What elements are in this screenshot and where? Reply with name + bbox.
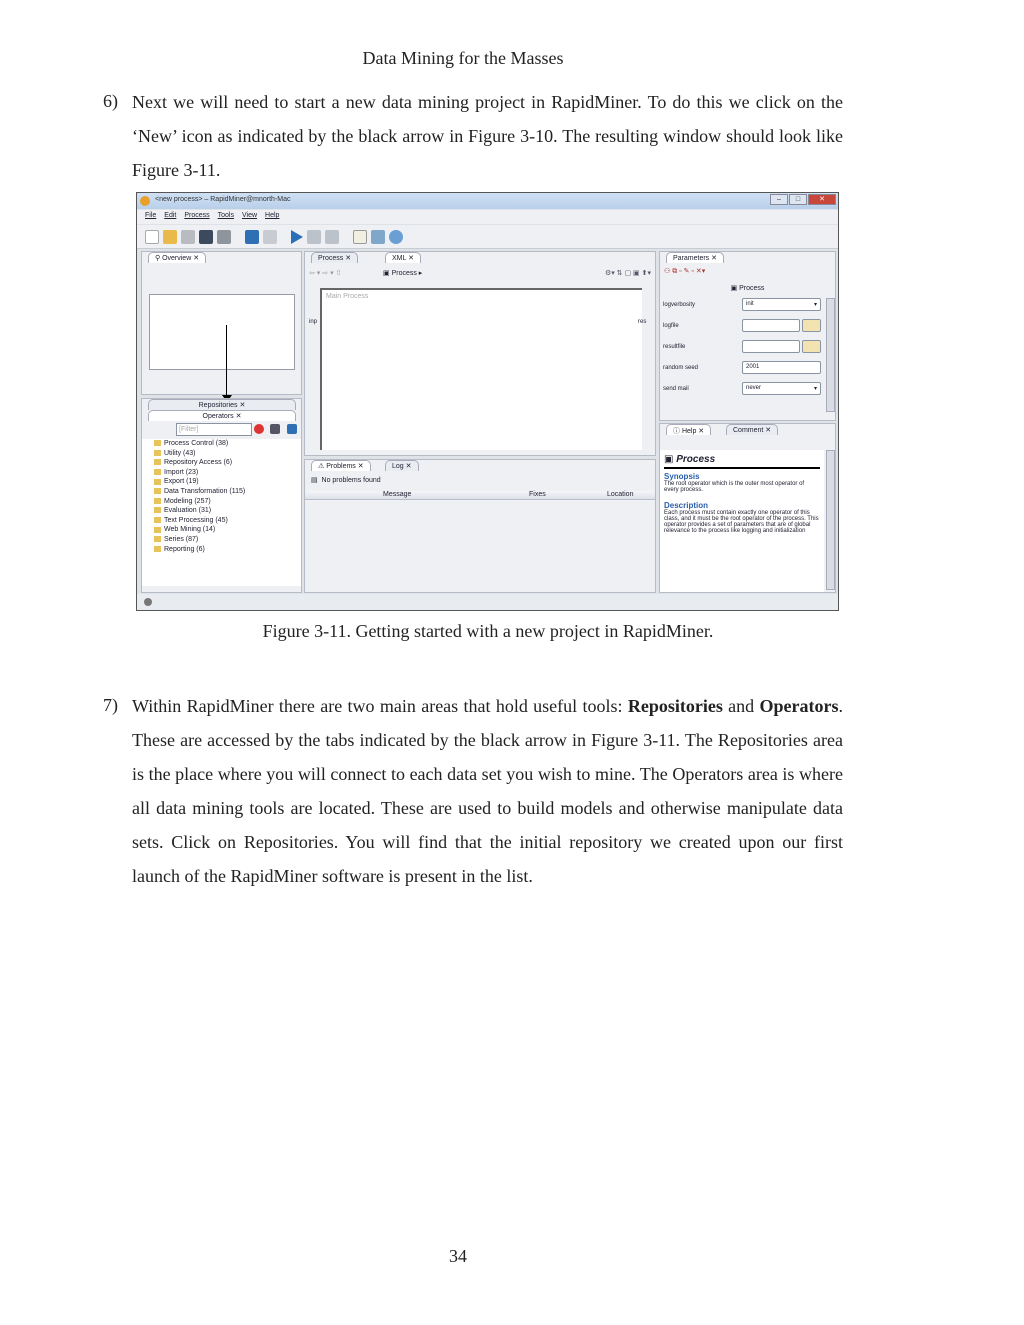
operator-group[interactable] [142,439,301,449]
parameter-field[interactable] [742,319,800,332]
undo-icon[interactable] [245,230,259,244]
info-icon[interactable] [389,230,403,244]
operator-group-label: Web Mining (14) [164,526,216,534]
tab-parameters[interactable]: Parameters ✕ [666,252,724,263]
menu-tools[interactable]: Tools [217,212,234,219]
problems-table-header [305,491,655,500]
column-fixes[interactable]: Fixes [529,491,546,498]
save-icon[interactable] [181,230,195,244]
tab-overview[interactable]: ⚲ Overview ✕ [148,252,206,263]
parameters-scrollbar[interactable] [826,298,835,412]
folder-icon [154,498,161,504]
operator-tree [142,439,301,586]
tab-help[interactable]: ⓘ Help ✕ [666,424,711,435]
sort-icon[interactable] [287,424,297,434]
toolbar [137,225,838,249]
operator-group[interactable] [142,487,301,497]
operator-group[interactable] [142,516,301,526]
overview-panel [141,251,302,395]
parameter-label: logverbosity [663,302,696,308]
operator-group-label: Data Transformation (115) [164,487,246,495]
menu-process[interactable]: Process [184,212,210,219]
operator-group[interactable] [142,477,301,487]
window-title-bar [137,193,838,209]
operator-group-label: Evaluation (31) [164,507,212,515]
parameter-label: logfile [663,323,679,329]
clear-filter-icon[interactable] [254,424,264,434]
operator-group-label: Repository Access (6) [164,459,233,467]
help-title: ▣ Process [664,454,820,469]
process-panel [304,251,656,456]
description-text: Each process must contain exactly one operator of this class, and it must be the root operator of the process. This operator provides a set of parameters that are of global relevance to the process like logging and initialization [664,510,819,534]
overview-thumbnail[interactable] [149,294,295,370]
filter-options-icon[interactable] [270,424,280,434]
folder-icon [154,450,161,456]
help-content [660,450,824,592]
parameter-field[interactable]: init ▾ [742,298,821,311]
new-icon[interactable] [145,230,159,244]
operator-group-label: Export (19) [164,478,199,486]
nav-back-forward[interactable]: ⇦ ▾ ⇨ ▾ ⇧ [309,270,342,277]
step-7-text: Within RapidMiner there are two main areas that hold useful tools: Repositories and Operators. These are accessed by the tabs indicated by the black arrow in Figure 3-11. The Repositories area is the place where you will connect to each data set you wish to mine. The Operators area is where all data mining tools are located. These are used to build models and otherwise manipulate data sets. Click on Repositories. You will find that the initial repository we created upon our first launch of the RapidMiner software is present in the list. [132,696,843,886]
parameter-label: send mail [663,386,689,392]
operator-group[interactable] [142,545,301,555]
stop-icon[interactable] [325,230,339,244]
folder-icon [154,479,161,485]
browse-file-icon[interactable] [802,340,821,353]
column-location[interactable]: Location [607,491,634,498]
operator-group-label: Series (87) [164,535,199,543]
parameter-field[interactable]: never ▾ [742,382,821,395]
redo-icon[interactable] [263,230,277,244]
browse-file-icon[interactable] [802,319,821,332]
design-perspective-icon[interactable] [353,230,367,244]
operator-group-label: Process Control (38) [164,440,229,447]
folder-icon [154,440,161,446]
operator-group[interactable] [142,458,301,468]
parameter-label: resultfile [663,344,686,350]
operator-group-label: Reporting (6) [164,545,205,553]
folder-icon [154,507,161,513]
operator-group-label: Import (23) [164,468,199,476]
tab-problems[interactable]: ⚠ Problems ✕ [311,460,371,471]
rapidminer-screenshot [136,192,839,611]
parameters-panel [659,251,836,421]
rapidminer-logo-icon [140,196,150,206]
operator-group-label: Modeling (257) [164,497,211,505]
column-message[interactable]: Message [383,491,412,498]
operator-group-label: Text Processing (45) [164,516,228,524]
operator-group[interactable] [142,535,301,545]
page-number: 34 [449,1246,467,1266]
menu-edit[interactable]: Edit [164,212,177,219]
folder-icon [154,517,161,523]
operator-group[interactable] [142,525,301,535]
folder-icon [154,469,161,475]
window-controls [770,194,836,205]
result-perspective-icon[interactable] [371,230,385,244]
open-icon[interactable] [163,230,177,244]
status-bar [137,594,838,610]
run-icon[interactable] [291,230,303,244]
tab-comment[interactable]: Comment ✕ [726,424,778,435]
menu-bar [137,210,838,224]
folder-icon [154,527,161,533]
output-port[interactable]: res [638,319,647,325]
folder-icon [154,459,161,465]
menu-view[interactable]: View [241,212,258,219]
status-indicator-icon [144,598,152,606]
step-number: 6) [103,91,118,111]
tab-log[interactable]: Log ✕ [385,460,419,471]
pause-icon[interactable] [307,230,321,244]
running-header: Data Mining for the Masses [362,48,564,68]
tab-repositories[interactable]: Repositories ✕ [148,399,296,410]
canvas-label: Main Process [326,293,369,300]
close-button[interactable]: ✕ [808,194,836,205]
operator-group[interactable] [142,449,301,459]
operator-group[interactable] [142,506,301,516]
arrow-line [226,325,227,397]
help-scrollbar[interactable] [826,450,835,590]
synopsis-text: The root operator which is the outer most operator of every process. [664,481,805,493]
folder-icon [154,488,161,494]
maximize-button[interactable]: □ [789,194,807,205]
print-icon[interactable] [217,230,231,244]
folder-icon [154,536,161,542]
parameter-label: random seed [663,365,699,371]
figure-caption: Figure 3-11. Getting started with a new project in RapidMiner. [262,621,714,641]
breadcrumb[interactable]: ▣ Process ▸ [383,270,423,277]
operator-group-label: Utility (43) [164,449,196,457]
process-toolbar-icons[interactable]: ⚙▾ ⇅ ▢ ▣ ⬆▾ [604,270,651,277]
folder-icon [154,546,161,552]
tab-operators[interactable]: Operators ✕ [148,410,296,421]
tab-process[interactable]: Process ✕ [311,252,358,263]
parameter-toolbar-icons[interactable]: ⚇ ⧉ ▫ ✎ ▫ ✕▾ [664,268,706,275]
parameter-field[interactable]: 2001 [742,361,821,374]
help-panel [659,423,836,593]
parameter-field[interactable] [742,340,800,353]
problems-panel [304,459,656,593]
description-heading: Description [664,501,709,510]
parameter-header: ▣ Process [730,285,765,292]
operators-panel [141,398,302,593]
menu-help[interactable]: Help [265,212,280,219]
parameter-list [660,298,825,418]
menu-file[interactable]: File [145,212,157,219]
process-canvas[interactable] [320,288,642,450]
step-number: 7) [103,695,118,715]
operator-group[interactable] [142,497,301,507]
synopsis-heading: Synopsis [664,472,700,481]
operator-group[interactable] [142,468,301,478]
minimize-button[interactable]: – [770,194,788,205]
filter-input[interactable]: [Filter] [176,423,252,436]
tab-xml[interactable]: XML ✕ [385,252,421,263]
window-title: <new process> – RapidMiner@mnorth-Mac [155,196,291,203]
step-6-text: Next we will need to start a new data mining project in RapidMiner. To do this we click on the ‘New’ icon as indicated by the black arrow in Figure 3-10. The resulting window should look like Figure 3-11. [132,92,843,180]
input-port[interactable]: inp [309,319,318,325]
save-as-icon[interactable] [199,230,213,244]
problems-status: ▤ No problems found [311,477,381,484]
